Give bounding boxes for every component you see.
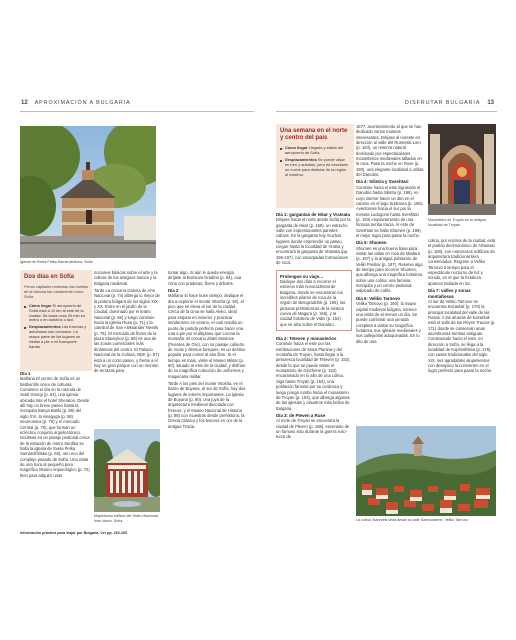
sofia-day1-p1: nociones básicas sobre el arte y la cultura de los antiguos tracios y la Bulgaria medieval.: [94, 270, 158, 286]
sofia-day1-end: tomar algo. Si aún le queda energía, diríjase al Borisova Gradina (p. 84), una zona con praderas, flores y árboles.: [168, 270, 242, 286]
day4-text: Continúe hacia el este siguiendo el Danubio hasta Silistra (p. 196), en cuyo interior hacer un alto en el camino en el lago Srebarna (p. 196). Aventúrese hacia el sur por la meseta Ludogorie hasta Sveshtari (p. 193) emplazamiento de una famosa tumba tracia. Al este de Sveshtari se halla Shumen (p. 196) el mejor lugar para pasar la noche.: [356, 184, 424, 238]
day7-text: Al sur de Veliko Tarnovo se encuentra Kazanlak (p. 178) la principal localidad del valle de las Rosas. A las afueras de Kazanlak está el valle de los Reyes Tracios (p. 171) donde se conservan unas asombrosas tumbas antiguas. Continuando hacia el este, en dirección a Sofía, se llega a la localidad de Koprivshtitsa (p. 176), con casas tradicionales del siglo XIX, sus agradables alojamientos con desayuno la convierten en el lugar perfecto para pasar la noche.: [428, 298, 496, 374]
sofia-day2-title: Día 2: [168, 288, 179, 294]
theatre-photo: [94, 429, 160, 512]
section-title-right: DISFRUTAR BULGARIA: [404, 100, 481, 106]
day1-text: Dirijase hacia el norte desde Sofía por la garganta de Iskar (p. 168), un estrecho valle con impresionantes paredes calizas. En la garganta hay muchos lugares donde emprender un paseo. Llegue hasta la localidad de Vratsa y encontrará la garganta de Vratsata (pp. 196-197), con escarpadas formaciones de roca.: [276, 217, 351, 266]
page-header-left: [21, 98, 131, 108]
sofia-bullet: Desplazamientos Las tranvías y autobuses son cómodos. La mayor parte de los lugares se visitan a pie o en transporte barato.: [24, 325, 88, 350]
day7-title: Día 7: valles y zonas montañosas: [428, 288, 471, 299]
prolong-title: Prolongue su viaje…: [280, 273, 324, 279]
day3-text: Al norte de Troyan se encuentra la ciudad de Pleven (p. 188), escenario de un famoso sitio durante la guerra ruso-turca de: [276, 418, 350, 440]
day3-title: Día 3: de Pleven a Ruse: [276, 412, 326, 418]
day5-title: Día 5: Shumen: [356, 240, 387, 246]
prolong-box: [276, 270, 352, 332]
sofia-day1-title: Día 1: [20, 371, 31, 376]
church-photo: [20, 126, 156, 258]
footer-note: Información práctica para viajar por Bulgaria, ver pp. 262-269: [20, 531, 128, 535]
day1-title: Día 1: gargantas de Iskar y Vratsata: [276, 212, 350, 217]
day4-title: Día 4: Silistra y Sveshtari: [356, 179, 409, 185]
sofia-bullet: Cómo llegar El aeropuerto de Sofía está a 10 km al este de la ciudad. Se tarda unos 30 min en metro o en autobús o taxi.: [24, 304, 88, 324]
day3-text-cont: 1877, acontecimiento al que se han dedicado varios museos interesantes. Diríjase al noreste en dirección al valle del Rusenski Lom (p. 193), un reserva natural dominado por espectaculares monasterios medievales tallados en la roca. Pase la noche en Ruse (p. 190), una elegante localidad a orillas del Danubio.: [356, 124, 424, 178]
day6-title: Día 6: Veliko Tarnovo: [356, 295, 401, 301]
week-column-1: [276, 210, 352, 442]
day6-text-cont: colina, por encima de la ciudad, está el pueblo decimonónico de Arbanasi (p. 180), con numerosos edificios de arquitectura tradicional bien conservados. Regrese a Veliko Tarnovo a tiempo para el espectáculo nocturno de luz y sonido, en el que la fortaleza aparece bañada en luz.: [428, 238, 496, 286]
sofia-day1-text: Mañana El centro de Sofía es un batiburrillo único de culturas. Comience el día en la rotonda de Sveti Georgi (p. 64), una iglesia ubicada tras el hotel Sheraton. Desde allí hay un breve paseo hasta la mezquita Banya Bashi (p. 69) del siglo XVI, la sinagoga (p. 68) neomorisca (p. 70) y el mercado Central (p. 70), que forman un ecléctico conjunto arquitectónico. Ocúltese en un pasaje peatonal cerca de la estación de metro Serdika se halla la iglesia de Sveta Petka Samardzhiiska (p. 68), otro eco del complejo pasado de Sofía. Una visita de una hora al pequeño pero magnífico Museo Arqueológico (p. 72) bien para adquirir unas: [20, 376, 90, 478]
week-column-2: [356, 124, 424, 346]
veliko-caption: La colina Tsarevets vista desde la calle Samovodene, Veliko Tarnovo: [356, 518, 469, 522]
prolong-text: Dedique dos días a recorrer el extremo más noroccidental de Bulgaria, donde se encuentran los increíbles pilares de roca de la región de Belogradchik (p. 165), las pinturas prehistóricas de la mística cueva de Magura (p. 166), y la ciudad fortaleza de Vidin (p. 164) que se alza sobre el Danubio.: [280, 278, 346, 327]
sofia-day2-morning: Mañana Si hace buen tiempo, dedique el día a explorar el monte Vitosha (p. 92), el pico que se eleva al sur de la ciudad. Cerca de la cima se halla Aleko, ideal para esquiar en invierno y practicar senderismo en verano, el cual resulta un punto de partida perfecto para hacer una ruta a pie por el altiplano que corona la montaña. El cercano Zlatni Mostove (Puentes de Oro), con su paisaje cubierto de rocas y densos bosques, es un destino popular para comer al aire libre. Si el tiempo es malo, visite el Museo Militar (p. 80), situado al este de la ciudad, y disfrute de su magnífica colección de uniformes y maquinaria militar.: [168, 293, 246, 379]
sofia-day1-continued: [94, 270, 160, 376]
page-header-right: [405, 98, 494, 108]
sofia-day1-column: [20, 369, 90, 480]
monastery-caption: Monasterio de Troyan en la antigua localidad de Troyan: [428, 218, 486, 227]
monastery-photo: [428, 124, 496, 215]
veliko-tarnovo-photo: [356, 426, 496, 516]
header-rule-right: [276, 111, 497, 112]
header-rule-left: [20, 111, 254, 112]
day5-text: Shumen es una buena base para visitar las tallas en roca de Madara (p. 197) y la antigua población de Veliki Preslav (p. 197). Reserve algo de tiempo para recorrer Shumen, que alberga una magnífica fortaleza sobre una colina, una famosa mezquita y un centro peatonal salpicado de cafés.: [356, 245, 423, 294]
church-caption: Iglesia de Sveta Petka Samardzhiiska, Sofía: [20, 260, 93, 264]
week-bullet: Desplazamientos Se puede viajar en tren y autobús, pero es necesario un coche para disfrutar de la región al máximo.: [280, 158, 350, 178]
sofia-day2-afternoon: Tarde A los pies del monte Vitosha, en el barrio de Boyana, al sur de Sofía, hay dos lugares de interés importantes. La iglesia de Boyana (p. 90), una joya de la arquitectura medieval decorada con frescos, y el Museo Nacional de Historia (p. 88) con muestras desde prehistoria, la Grecia Clásica y los tesoros en oro de la antigua Tracia.: [168, 380, 246, 429]
section-title-left: APROXIMACIÓN A BULGARIA: [34, 100, 131, 106]
sofia-box-title: Dos días en Sofía: [24, 274, 75, 280]
day2-title: Día 2: Teteven y monasterios: [276, 336, 337, 341]
sofia-day2-column: [168, 270, 246, 431]
sofia-box-intro: Pocos capitales muestran las huellas de la historia tan claramente como Sofía.: [24, 284, 89, 299]
day2-text: Continúe hacia el este por las estribaciones de Stara Planina y del montaña de Troyan, hasta llegar a la pintoresca localidad de Teteven (p. 152), desde la que se puede visitar el monasterio de Glozhene (p. 152) encaramado en lo alto de una colina. Siga hasta Troyan (p. 154), una población famosa por su cerámica y luego ponga rumbo hacia el monasterio de Troyan (p. 153), que alberga algunas de las iglesias y claustros más bellos de Bulgaria.: [276, 341, 351, 411]
week-itinerary-box: [276, 124, 354, 208]
page-number-left: 12: [21, 100, 28, 106]
week-column-3: [428, 238, 496, 376]
week-bullet: Cómo llegar Llegada y salida del aeropuerto de Sofía.: [280, 146, 350, 156]
day6-text: Veliko Tarnovo (p. 160), la mayor capital medieval búlgara, merece una visita de al menos un día. Se puede combinar una jornada completa a visitar su magnífica fortaleza, sus iglesias medievales y sus callejuelas adoquinadas. En lo alto de una: [356, 301, 421, 344]
sofia-itinerary-box: [20, 270, 92, 371]
theatre-caption: Majestuoso edificio del Teatro Nacional Iván Vazov, Sofía: [94, 514, 158, 523]
sofia-day1-afternoon: Tarde La cercana Galería de Arte Nacional (p. 74) alberga lo mejor de la pintura búlgara de los siglos XIX y XX. Entre en el jardín de la Ciudad, dominado por el teatro Nacional (p. 65) y luego continúe hacia la iglesia Rusa (p. 71) y la catedral de San Aleksander Nevski (p. 76). El mercado de flores de la plaza Slaveykov (p. 86) es una de las zonas comerciales más dinámicas del centro. El Palacio Nacional de la Cultura, NDK (p. 87) está a un corto paseo, y frente a él hay un gran parque con un montón de terrazas para: [94, 288, 160, 374]
week-box-title: Una semana en el norte y centro del país: [280, 128, 348, 141]
page-number-right: 13: [487, 100, 494, 106]
